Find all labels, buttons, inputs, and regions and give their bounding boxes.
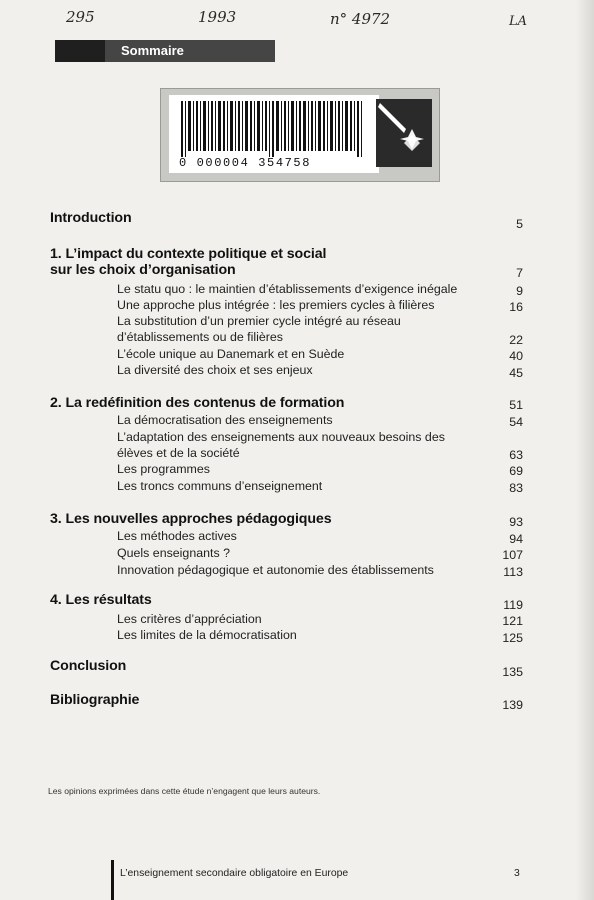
toc-section-1-title-line-2: sur les choix d’organisation (50, 262, 236, 278)
toc-entry: élèves et de la société (117, 446, 240, 460)
toc-conclusion-page: 135 (502, 665, 523, 679)
toc-entry: Une approche plus intégrée : les premiers cycles à filières (117, 298, 435, 312)
handwritten-number: n° 4972 (330, 10, 391, 28)
toc-entry: Les critères d’appréciation (117, 612, 262, 626)
barcode-icon (169, 99, 379, 159)
toc-conclusion: Conclusion (50, 658, 127, 674)
toc-section-3-page: 93 (509, 515, 523, 529)
toc-entry-page: 63 (509, 448, 523, 462)
disclaimer-note: Les opinions exprimées dans cette étude n’engagent que leurs auteurs. (48, 786, 321, 796)
toc-entry-page: 40 (509, 349, 523, 363)
toc-entry: d’établissements ou de filières (117, 330, 283, 344)
footer-page-number: 3 (514, 868, 520, 879)
page-spine-shadow (576, 0, 594, 900)
handwritten-initials: LA (509, 14, 528, 29)
toc-section-1-page: 7 (516, 266, 523, 280)
toc-entry-page: 9 (516, 284, 523, 298)
page-title: Sommaire (121, 43, 184, 58)
toc-entry: Les méthodes actives (117, 529, 237, 543)
toc-entry: La substitution d’un premier cycle intégré au réseau (117, 314, 401, 328)
header-bar-accent (55, 40, 105, 62)
toc-entry: L’école unique au Danemark et en Suède (117, 347, 345, 361)
toc-section-2-title: 2. La redéfinition des contenus de formation (50, 395, 345, 411)
toc-entry-page: 113 (503, 565, 523, 579)
barcode-sticker (160, 88, 440, 182)
barcode-number: 0 000004 354758 (179, 156, 312, 170)
publisher-logo-icon (376, 99, 432, 167)
handwritten-year: 1993 (198, 8, 237, 26)
toc-entry: Innovation pédagogique et autonomie des établissements (117, 563, 434, 577)
toc-entry-page: 22 (509, 333, 523, 347)
toc-section-4-title: 4. Les résultats (50, 592, 152, 608)
toc-entry: Les programmes (117, 462, 210, 476)
toc-entry: Les limites de la démocratisation (117, 628, 297, 642)
toc-section-2-page: 51 (509, 398, 523, 412)
toc-entry: Le statu quo : le maintien d’établissements d’exigence inégale (117, 282, 458, 296)
barcode-area (169, 95, 379, 173)
toc-entry: Les troncs communs d’enseignement (117, 479, 323, 493)
toc-entry-page: 125 (502, 631, 523, 645)
toc-bibliographie-page: 139 (502, 698, 523, 712)
toc-entry-page: 54 (509, 415, 523, 429)
toc-entry: La démocratisation des enseignements (117, 413, 333, 427)
toc-entry-page: 121 (502, 614, 523, 628)
toc-entry: L’adaptation des enseignements aux nouveaux besoins des (117, 430, 445, 444)
toc-entry-page: 16 (509, 300, 523, 314)
toc-entry: La diversité des choix et ses enjeux (117, 363, 313, 377)
footer-title: L’enseignement secondaire obligatoire en Europe (120, 868, 349, 879)
toc-section-4-page: 119 (503, 598, 523, 612)
sommaire-header-bar (55, 40, 275, 62)
footer-rule (111, 860, 114, 900)
toc-introduction-page: 5 (516, 217, 523, 231)
toc-entry-page: 107 (502, 548, 523, 562)
toc-entry-page: 45 (509, 366, 523, 380)
toc-section-1-title-line-1: 1. L’impact du contexte politique et social (50, 246, 327, 262)
toc-section-3-title: 3. Les nouvelles approches pédagogiques (50, 511, 332, 527)
toc-entry-page: 94 (509, 532, 523, 546)
toc-entry: Quels enseignants ? (117, 546, 230, 560)
toc-introduction: Introduction (50, 210, 132, 226)
toc-entry-page: 83 (509, 481, 523, 495)
toc-bibliographie: Bibliographie (50, 692, 140, 708)
handwritten-page-count: 295 (66, 8, 95, 26)
toc-entry-page: 69 (509, 464, 523, 478)
